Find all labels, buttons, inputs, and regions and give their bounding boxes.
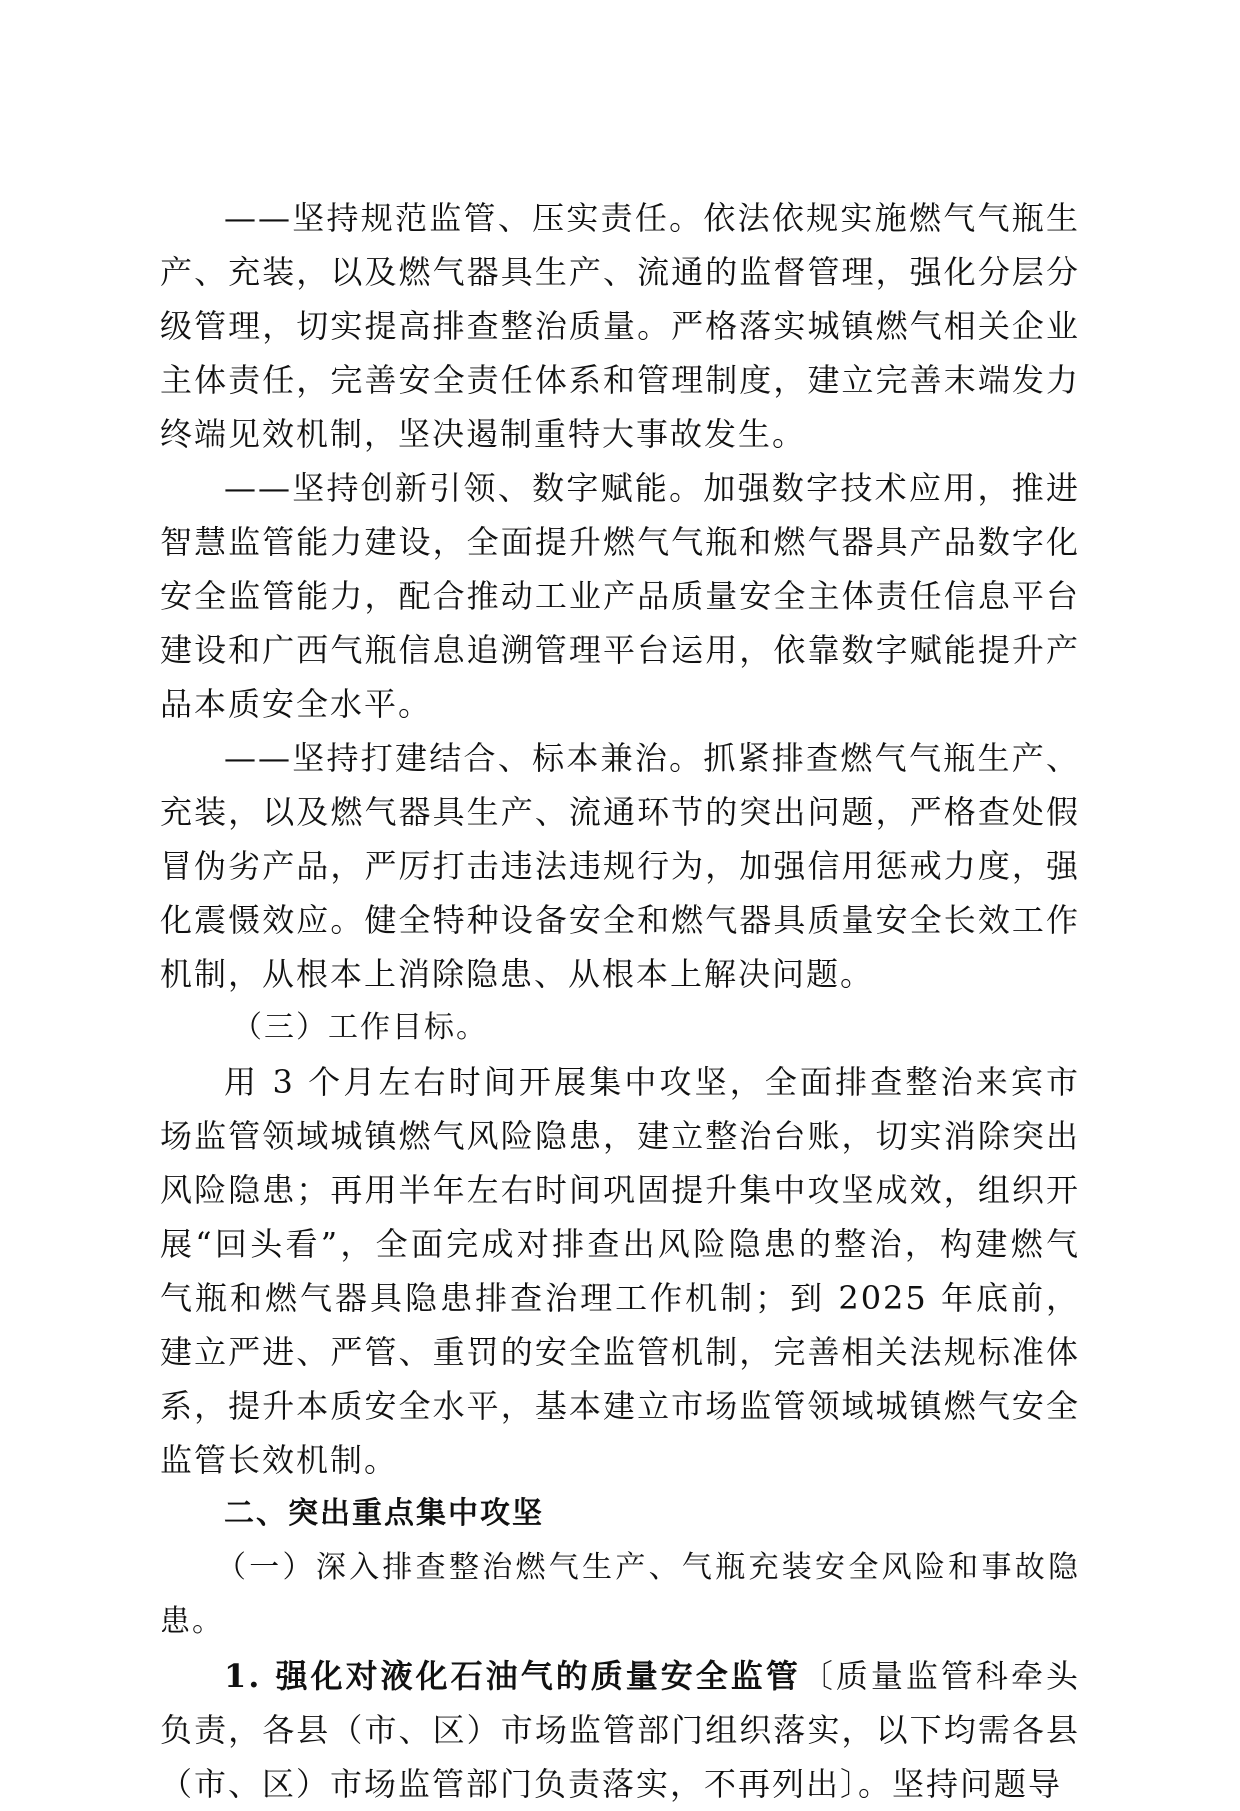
section-heading-key-points: 二、突出重点集中攻坚	[224, 1496, 544, 1531]
paragraph-work-goals: 用 3 个月左右时间开展集中攻坚，全面排查整治来宾市场监管领域城镇燃气风险隐患，建立整治台账，切实消除突出风险隐患；再用半年左右时间巩固提升集中攻坚成效，组织开展“回头看”，全面完成对排查出风险隐患的整治，构建燃气气瓶和燃气器具隐患排查治理工作机制；到 2025 年底前，建立严进、严管、重罚的安全监管机制，完善相关法规标准体系，提升本质安全水平，基本建立市场监管领域城镇燃气安全监管长效机制。	[160, 1063, 1080, 1479]
subheading-work-goals: （三）工作目标。	[232, 1010, 488, 1045]
paragraph-regulation: ——坚持规范监管、压实责任。依法依规实施燃气气瓶生产、充装，以及燃气器具生产、流通的监督管理，强化分层分级管理，切实提高排查整治质量。严格落实城镇燃气相关企业主体责任，完善安全责任体系和管理制度，建立完善末端发力终端见效机制，坚决遏制重特大事故发生。	[160, 199, 1080, 453]
paragraph-innovation: ——坚持创新引领、数字赋能。加强数字技术应用，推进智慧监管能力建设，全面提升燃气气瓶和燃气器具产品数字化安全监管能力，配合推动工业产品质量安全主体责任信息平台建设和广西气瓶信息追溯管理平台运用，依靠数字赋能提升产品本质安全水平。	[160, 469, 1080, 723]
item-1-text: 〔质量监管科牵头负责，各县（市、区）市场监管部门组织落实，以下均需各县（市、区）市场监管部门负责落实，不再列出〕。坚持问题导	[160, 1657, 1080, 1803]
paragraph-item-1	[160, 1649, 1080, 1811]
subheading-gas-production: （一）深入排查整治燃气生产、气瓶充装安全风险和事故隐患。	[160, 1550, 1080, 1639]
document-body	[160, 191, 1080, 1811]
item-1-title: 1. 强化对液化石油气的质量安全监管	[224, 1657, 801, 1695]
paragraph-combination: ——坚持打建结合、标本兼治。抓紧排查燃气气瓶生产、充装，以及燃气器具生产、流通环节的突出问题，严格查处假冒伪劣产品，严厉打击违法违规行为，加强信用惩戒力度，强化震慑效应。健全特种设备安全和燃气器具质量安全长效工作机制，从根本上消除隐患、从根本上解决问题。	[160, 739, 1080, 993]
